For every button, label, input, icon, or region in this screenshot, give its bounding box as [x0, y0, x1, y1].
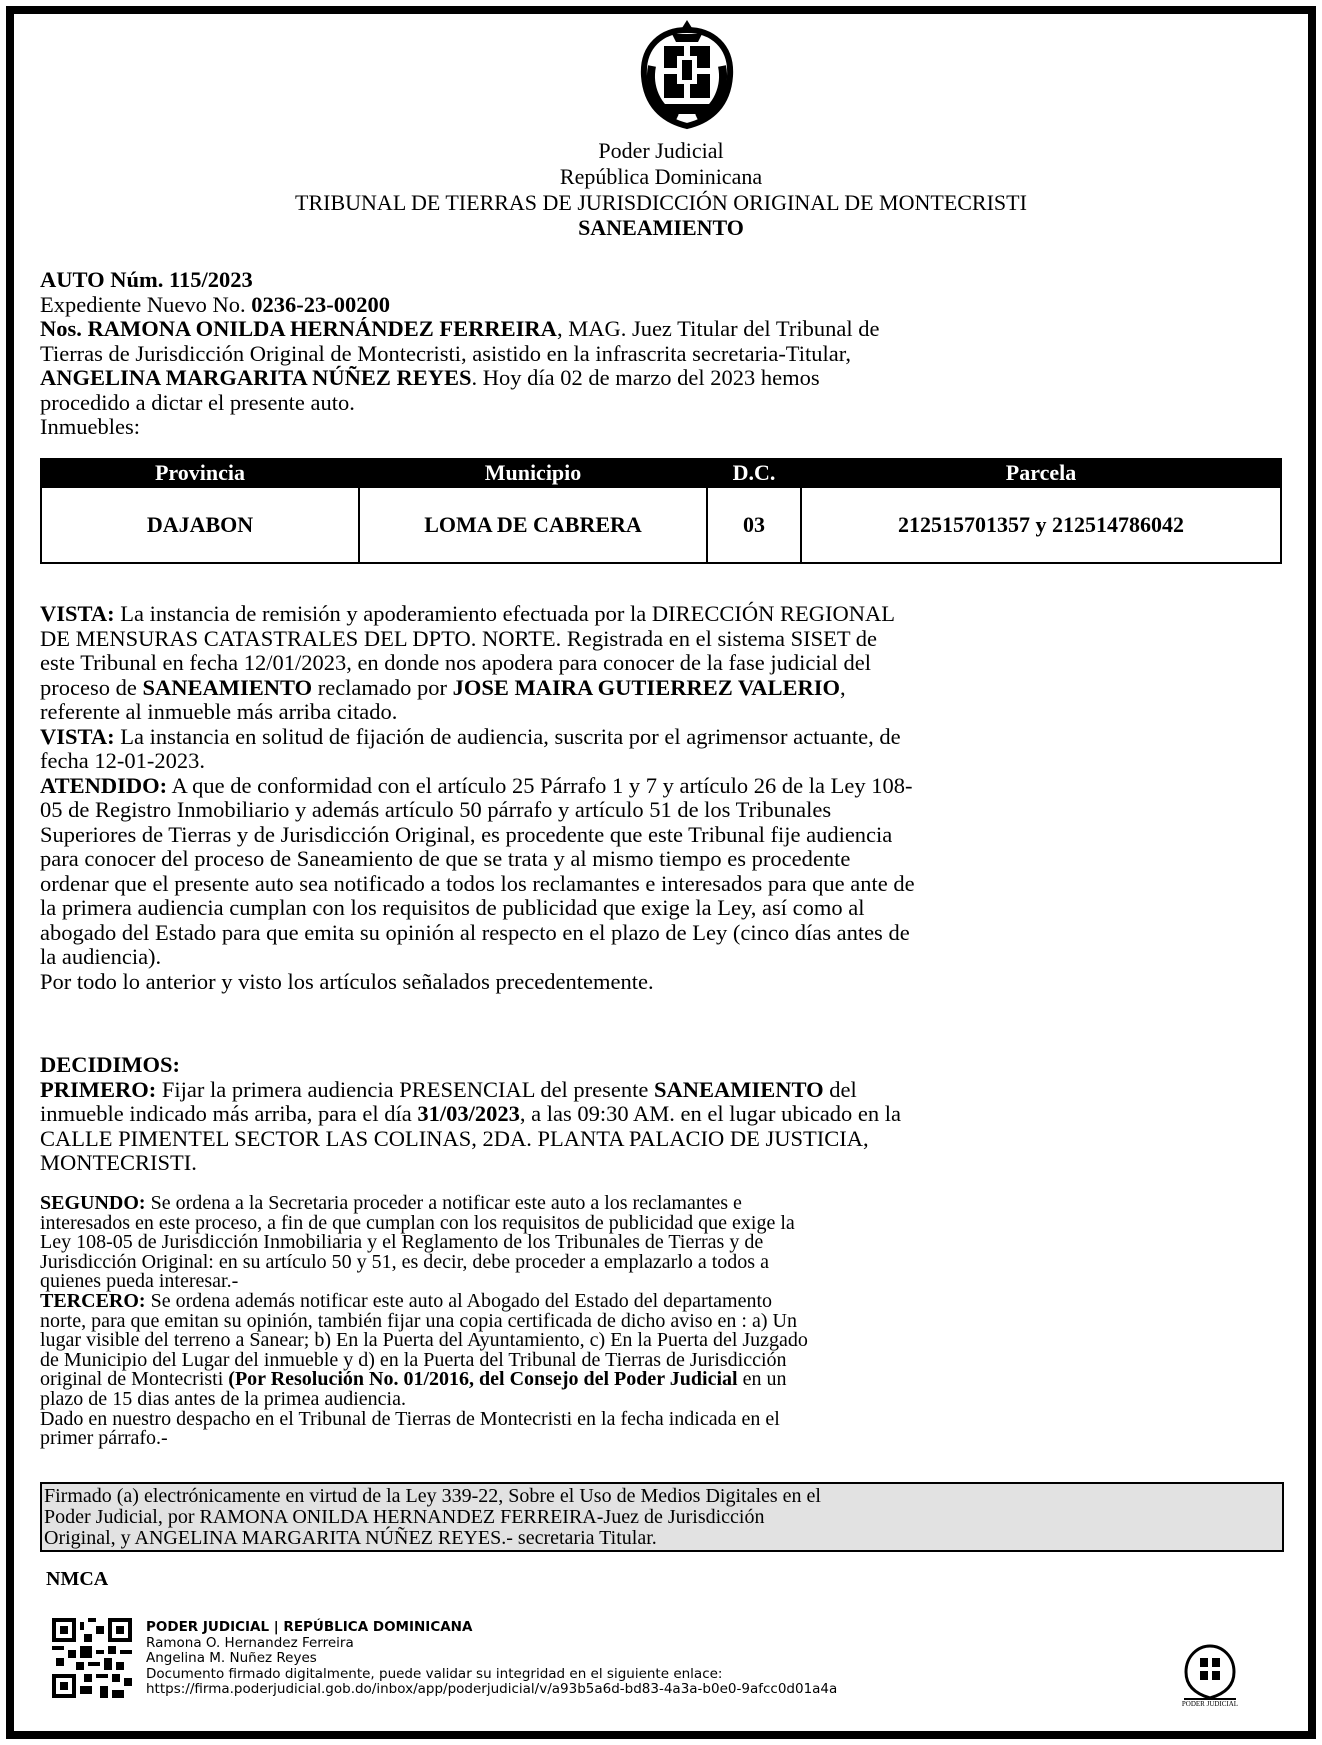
- stamp-signer-2: Angelina M. Nuñez Reyes: [146, 1650, 317, 1667]
- hearing-date: 31/03/2023: [417, 1101, 520, 1126]
- closing-text-1: Dado en nuestro despacho en el Tribunal de Tierras de Montecristi en la fecha indicada en el: [40, 1407, 780, 1430]
- vista-paragraph-1: [40, 602, 1282, 994]
- judge-name: RAMONA ONILDA HERNÁNDEZ FERREIRA: [87, 316, 557, 341]
- segundo-text-1: Se ordena a la Secretaria proceder a notificar este auto a los reclamantes e: [145, 1192, 742, 1214]
- segundo-tercero-section: [40, 1194, 1282, 1449]
- resolution-reference: (Por Resolución No. 01/2016, del Consejo del Poder Judicial: [228, 1368, 738, 1391]
- decidimos-section: [40, 1053, 1282, 1176]
- intro-line-4: procedido a dictar el presente auto.: [40, 389, 355, 415]
- nos-label: Nos.: [40, 316, 82, 341]
- tercero-text-3: lugar visible del terreno a Sanear; b) En la Puerta del Ayuntamiento, c) En la Puerta del Juzgado: [40, 1329, 808, 1352]
- stamp-title: PODER JUDICIAL | REPÚBLICA DOMINICANA: [146, 1619, 473, 1635]
- col-parcela: Parcela: [801, 459, 1281, 487]
- intro-text-3: . Hoy día 02 de marzo del 2023 hemos: [471, 365, 820, 390]
- col-dc: D.C.: [707, 459, 801, 487]
- tercero-text-5a: original de Montecristi: [40, 1368, 229, 1391]
- vista1-text-1: La instancia de remisión y apoderamiento efectuada por la DIRECCIÓN REGIONAL: [114, 601, 895, 626]
- verification-link[interactable]: https://firma.poderjudicial.gob.do/inbox/app/poderjudicial/v/a93b5a6d-bd83-4a3a-b0e0-9afcc0d01a4a: [146, 1681, 838, 1698]
- intro-text-1: , MAG. Juez Titular del Tribunal de: [556, 316, 880, 341]
- atendido-label: ATENDIDO:: [40, 772, 168, 798]
- expediente-line: [40, 293, 1282, 318]
- intro-line-1: [40, 317, 1282, 342]
- poder-judicial-logo-icon: [1174, 1636, 1246, 1708]
- signature-text-1: Firmado (a) electrónicamente en virtud de la Ley 339-22, Sobre el Uso de Medios Digitales en el: [44, 1485, 821, 1507]
- primero-label: PRIMERO:: [40, 1076, 157, 1102]
- table-row: [41, 487, 1281, 563]
- secretary-name: ANGELINA MARGARITA NÚÑEZ REYES: [40, 365, 472, 390]
- vista2-text-2: fecha 12-01-2023.: [40, 748, 205, 773]
- cell-dc: 03: [707, 487, 801, 563]
- tercero-text-4: de Municipio del Lugar del inmueble y d) en la Puerta del Tribunal de Tierras de Jurisdicción: [40, 1348, 787, 1371]
- cell-municipio: LOMA DE CABRERA: [359, 487, 707, 563]
- claimant-name: JOSE MAIRA GUTIERREZ VALERIO: [452, 674, 841, 700]
- header-line-1: Poder Judicial: [598, 138, 724, 163]
- cell-provincia: DAJABON: [41, 487, 359, 563]
- header-saneamiento: SANEAMIENTO: [578, 215, 744, 240]
- expediente-label: Expediente Nuevo No.: [40, 291, 246, 317]
- closing-text-2: primer párrafo.-: [40, 1427, 168, 1450]
- vista1-text-4a: proceso de: [40, 674, 143, 700]
- primero-text-1a: Fijar la primera audiencia PRESENCIAL del presente: [156, 1076, 655, 1102]
- electronic-signature-box: [40, 1482, 1284, 1552]
- primero-text-1c: del: [823, 1076, 857, 1102]
- signature-text-2: Poder Judicial, por RAMONA ONILDA HERNANDEZ FERREIRA-Juez de Jurisdicción: [44, 1506, 765, 1528]
- tercero-text-1: Se ordena además notificar este auto al Abogado del Estado del departamento: [145, 1289, 773, 1312]
- col-municipio: Municipio: [359, 459, 707, 487]
- vista1-saneamiento: SANEAMIENTO: [142, 674, 313, 700]
- atendido-text-5: ordenar que el presente auto sea notificado a todos los reclamantes e interesados para que ante de: [40, 870, 915, 896]
- coat-of-arms-icon: [622, 16, 752, 132]
- stamp-signer-1: Ramona O. Hernandez Ferreira: [146, 1634, 354, 1651]
- vista2-text-1: La instancia en solitud de fijación de audiencia, suscrita por el agrimensor actuante, de: [114, 723, 901, 749]
- vista1-text-5: referente al inmueble más arriba citado.: [40, 699, 398, 724]
- auto-intro: [40, 268, 1282, 440]
- atendido-text-7: abogado del Estado para que emita su opinión al respecto en el plazo de Ley (cinco días antes de: [40, 919, 910, 945]
- header-line-2: República Dominicana: [559, 164, 763, 189]
- atendido-text-1: A que de conformidad con el artículo 25 Párrafo 1 y 7 y artículo 26 de la Ley 108-: [167, 772, 913, 798]
- tercero-text-5c: en un: [737, 1368, 787, 1391]
- vista1-text-2: DE MENSURAS CATASTRALES DEL DPTO. NORTE. Registrada en el sistema SISET de: [40, 625, 878, 651]
- tercero-text-6: plazo de 15 dias antes de la primea audiencia.: [40, 1387, 406, 1410]
- atendido-text-3: Superiores de Tierras y de Jurisdicción Original, es procedente que este Tribunal fije audiencia: [40, 821, 893, 847]
- atendido-text-6: la primera audiencia cumplan con los requisitos de publicidad que exige la Ley, así como al: [40, 895, 865, 920]
- segundo-text-5: quienes pueda interesar.-: [40, 1270, 239, 1293]
- stamp-note: Documento firmado digitalmente, puede validar su integridad en el siguiente enlace:: [146, 1665, 723, 1682]
- logo-caption: PODER JUDICIAL: [1181, 1700, 1239, 1708]
- inmuebles-label: Inmuebles:: [40, 414, 140, 439]
- vista1-text-3: este Tribunal en fecha 12/01/2023, en donde nos apodera para conocer de la fase judicial del: [40, 650, 871, 675]
- tercero-label: TERCERO:: [40, 1289, 146, 1312]
- primero-saneamiento: SANEAMIENTO: [654, 1076, 824, 1102]
- segundo-text-4: Jurisdicción Original: en su artículo 50 y 51, es decir, debe proceder a emplazarlo a todos a: [40, 1250, 769, 1273]
- auto-number: AUTO Núm. 115/2023: [40, 267, 253, 292]
- primero-text-2a: inmueble indicado más arriba, para el día: [40, 1101, 418, 1126]
- atendido-text-4: para conocer del proceso de Saneamiento de que se trata y al mismo tiempo es procedente: [40, 846, 851, 871]
- atendido-text-9: Por todo lo anterior y visto los artículos señalados precedentemente.: [40, 968, 654, 994]
- vista-label: VISTA:: [40, 601, 115, 626]
- col-provincia: Provincia: [41, 459, 359, 487]
- header-court-name: TRIBUNAL DE TIERRAS DE JURISDICCIÓN ORIGINAL DE MONTECRISTI: [295, 190, 1027, 215]
- signature-text-3: Original, y ANGELINA MARGARITA NÚÑEZ REYES.- secretaria Titular.: [44, 1527, 657, 1549]
- intro-line-2: Tierras de Jurisdicción Original de Montecristi, asistido en la infrascrita secretaria-Titular,: [40, 340, 851, 366]
- vista1-text-4e: ,: [840, 674, 846, 700]
- vista2-label: VISTA:: [40, 723, 115, 749]
- intro-line-3: [40, 366, 1282, 391]
- segundo-text-3: Ley 108-05 de Jurisdicción Inmobiliaria y el Reglamento de los Tribunales de Tierras y de: [40, 1231, 764, 1254]
- document-frame: [6, 6, 1316, 1739]
- cell-parcela: 212515701357 y 212514786042: [801, 487, 1281, 563]
- primero-text-2c: , a las 09:30 AM. en el lugar ubicado en la: [519, 1101, 902, 1126]
- decidimos-label: DECIDIMOS:: [40, 1052, 181, 1077]
- property-table: [40, 458, 1282, 564]
- primero-text-3: CALLE PIMENTEL SECTOR LAS COLINAS, 2DA. PLANTA PALACIO DE JUSTICIA,: [40, 1125, 869, 1151]
- qr-code-icon[interactable]: [52, 1618, 132, 1698]
- vista1-text-4c: reclamado por: [312, 674, 453, 700]
- atendido-text-2: 05 de Registro Inmobiliario y además artículo 50 párrafo y artículo 51 de los Tribunales: [40, 797, 832, 822]
- table-header-row: [41, 459, 1281, 487]
- initials: NMCA: [46, 1568, 109, 1590]
- digital-signature-stamp: [146, 1620, 837, 1698]
- atendido-text-8: la audiencia).: [40, 944, 162, 969]
- segundo-label: SEGUNDO:: [40, 1192, 146, 1214]
- primero-text-4: MONTECRISTI.: [40, 1150, 197, 1175]
- segundo-text-2: interesados en este proceso, a fin de que cumplan con los requisitos de publicidad que exige la: [40, 1211, 795, 1234]
- tercero-text-2: norte, para que emitan su opinión, también fijar una copia certificada de dicho aviso en : a) Un: [40, 1309, 797, 1332]
- expediente-value: 0236-23-00200: [251, 291, 390, 317]
